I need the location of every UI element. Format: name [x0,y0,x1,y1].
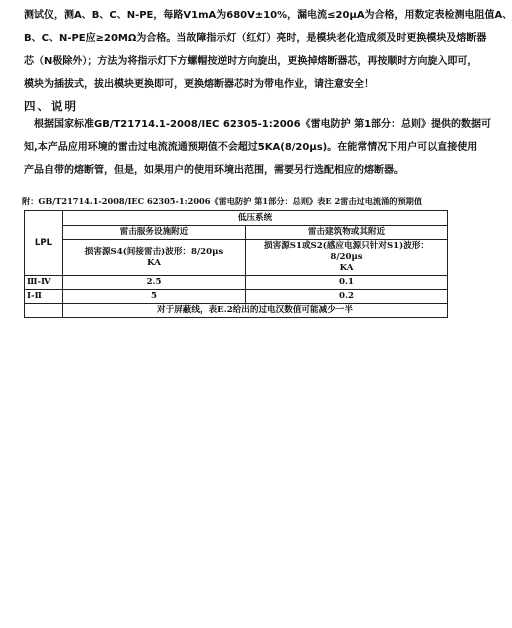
building-subheader [246,240,448,276]
building-near-header: 雷击建筑物或其附近 [246,226,448,240]
building-subheader-line-2: 8/20μs [330,252,363,262]
description-line-1: 根据国家标准GB/T21714.1-2008/IEC 62305-1:2006《雷电防护 第1部分：总则》提供的数据可 [34,119,492,130]
service-value-cell: 2.5 [63,276,246,290]
service-subheader-line-2: KA [147,257,161,268]
intro-line-3: 芯（N极除外）；方法为将指示灯下方螺帽按逆时方向旋出，更换掉熔断器芯，再按顺时方向旋入即可， [24,56,478,67]
table-caption: 附：GB/T21714.1-2008/IEC 62305-1:2006《雷电防护 第1部分：总则》表E 2雷击过电流涌的预期值 [22,196,423,206]
service-near-header: 雷击服务设施附近 [63,226,246,240]
intro-line-1: 测试仪，测A、B、C、N-PE，每路V1mA为680V±10%，漏电流≤20μA为合格，用数定表检测电阻值A、 [24,10,512,21]
description-line-2: 知,本产品应用环境的雷击过电流流通预期值不会超过5KA(8/20μs)。在能常情况下用户可以直接使用 [24,142,478,153]
service-subheader-line-1: 损害源S4(间接雷击)波形：8/20μs [84,246,224,257]
low-voltage-system-header: 低压系统 [63,211,448,226]
intro-line-4: 模块为插拔式，拔出模块更换即可，更换熔断器芯时为带电作业，请注意安全！ [24,79,374,90]
section-heading: 四、说明 [24,99,78,113]
intro-line-2: B、C、N-PE应≥20MΩ为合格。当故障指示灯（红灯）亮时，是模块老化造成须及时更换模块及熔断器 [24,33,487,44]
service-value-cell: 5 [63,290,246,304]
building-subheader-line-3: KA [339,263,354,273]
building-value-cell: 0.1 [246,276,448,290]
description-paragraph [24,113,492,182]
lpl-cell: Ⅲ-Ⅳ [25,276,63,290]
table-row [25,290,448,304]
intro-paragraph [24,4,512,96]
building-subheader-line-1: 损害源S1或S2(感应电源只针对S1)波形： [264,241,430,251]
lpl-cell: Ⅰ-Ⅱ [25,290,63,304]
footnote-blank-cell [25,304,63,318]
building-value-cell: 0.2 [246,290,448,304]
table-row [25,276,448,290]
description-line-3: 产品自带的熔断管，但是，如果用户的使用环境出范围，需要另行选配相应的熔断器。 [24,165,404,176]
table-footnote: 对于屏蔽线，表E.2给出的过电汉数值可能减少一半 [63,304,448,318]
service-subheader [63,240,246,276]
lpl-header: LPL [25,211,63,276]
surge-current-table [24,210,448,318]
